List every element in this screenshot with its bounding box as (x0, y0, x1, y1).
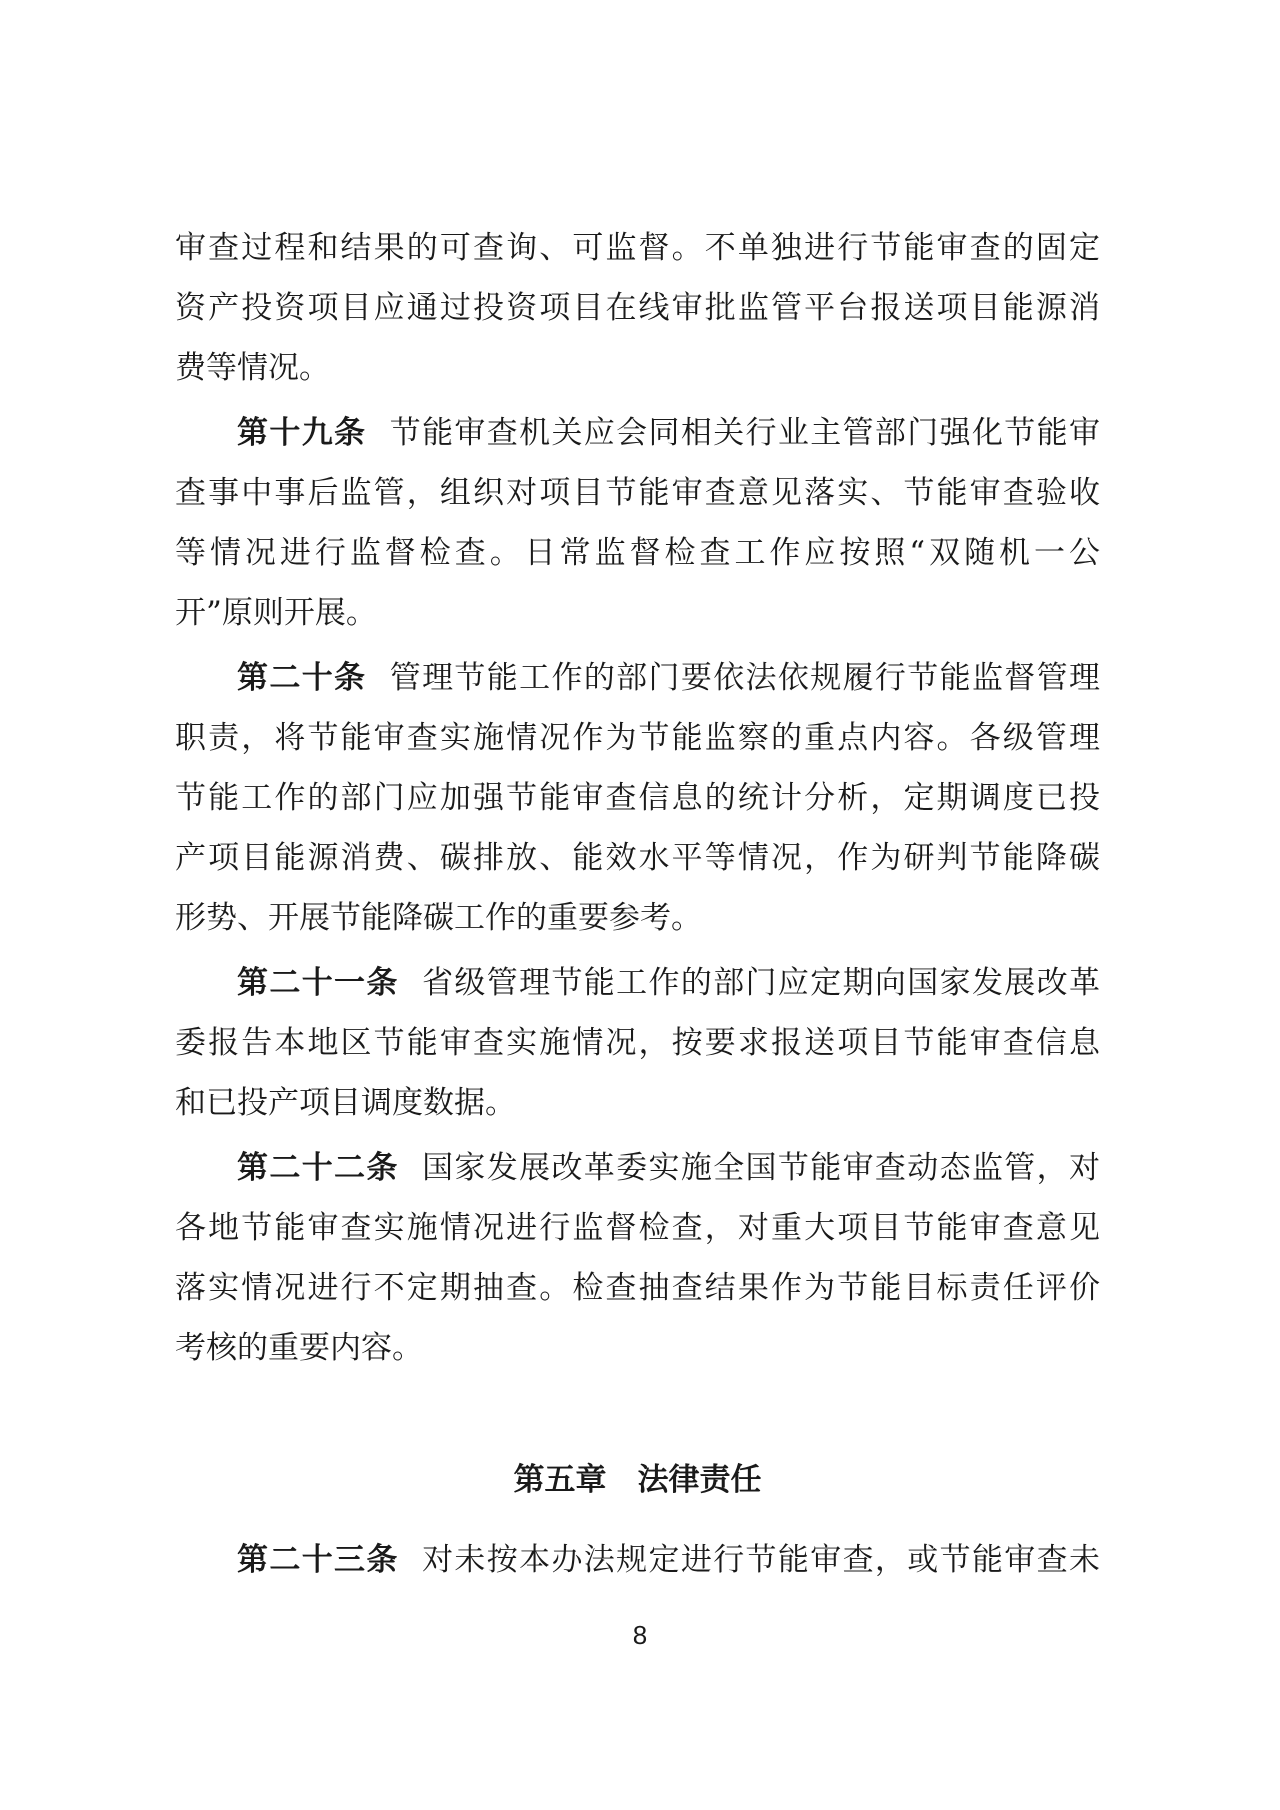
article-21 (175, 953, 1100, 1133)
article-text: 国家发展改革委实施全国节能审查动态监管，对 (420, 1150, 1101, 1186)
article-number: 第二十三条 (237, 1542, 399, 1578)
article-20 (175, 648, 1100, 948)
text-line (175, 403, 1100, 463)
text-line: 产项目能源消费、碳排放、能效水平等情况，作为研判节能降碳 (175, 840, 1100, 876)
text-line: 和已投产项目调度数据。 (175, 1085, 516, 1121)
article-number: 第二十二条 (237, 1150, 399, 1186)
article-text: 省级管理节能工作的部门应定期向国家发展改革 (420, 965, 1101, 1001)
article-number: 第十九条 (237, 415, 367, 451)
text-line: 资产投资项目应通过投资项目在线审批监管平台报送项目能源消 (175, 290, 1100, 326)
text-line: 考核的重要内容。 (175, 1330, 423, 1366)
article-text: 节能审查机关应会同相关行业主管部门强化节能审 (388, 415, 1101, 451)
article-19 (175, 403, 1100, 643)
text-line: 委报告本地区节能审查实施情况，按要求报送项目节能审查信息 (175, 1025, 1100, 1061)
article-number: 第二十条 (237, 660, 367, 696)
text-line (175, 1138, 1100, 1198)
article-23 (175, 1530, 1100, 1590)
document-body (175, 218, 1100, 1378)
text-line: 节能工作的部门应加强节能审查信息的统计分析，定期调度已投 (175, 780, 1100, 816)
text-line: 职责，将节能审查实施情况作为节能监察的重点内容。各级管理 (175, 720, 1100, 756)
article-text: 对未按本办法规定进行节能审查，或节能审查未 (420, 1542, 1101, 1578)
page-number: 8 (632, 1620, 648, 1650)
text-line: 形势、开展节能降碳工作的重要参考。 (175, 900, 702, 936)
text-line: 等情况进行监督检查。日常监督检查工作应按照“双随机一公 (175, 535, 1100, 571)
text-line (175, 648, 1100, 708)
article-22 (175, 1138, 1100, 1378)
text-line: 费等情况。 (175, 350, 330, 386)
article-number: 第二十一条 (237, 965, 399, 1001)
chapter-title: 第五章 法律责任 (513, 1462, 762, 1498)
text-line: 审查过程和结果的可查询、可监督。不单独进行节能审查的固定 (175, 230, 1100, 266)
text-line: 开”原则开展。 (175, 595, 377, 631)
text-line: 落实情况进行不定期抽查。检查抽查结果作为节能目标责任评价 (175, 1270, 1100, 1306)
continuation-paragraph (175, 218, 1100, 398)
text-line: 查事中事后监管，组织对项目节能审查意见落实、节能审查验收 (175, 475, 1100, 511)
article-text: 管理节能工作的部门要依法依规履行节能监督管理 (388, 660, 1101, 696)
text-line (175, 953, 1100, 1013)
text-line (175, 1530, 1100, 1590)
text-line: 各地节能审查实施情况进行监督检查，对重大项目节能审查意见 (175, 1210, 1100, 1246)
